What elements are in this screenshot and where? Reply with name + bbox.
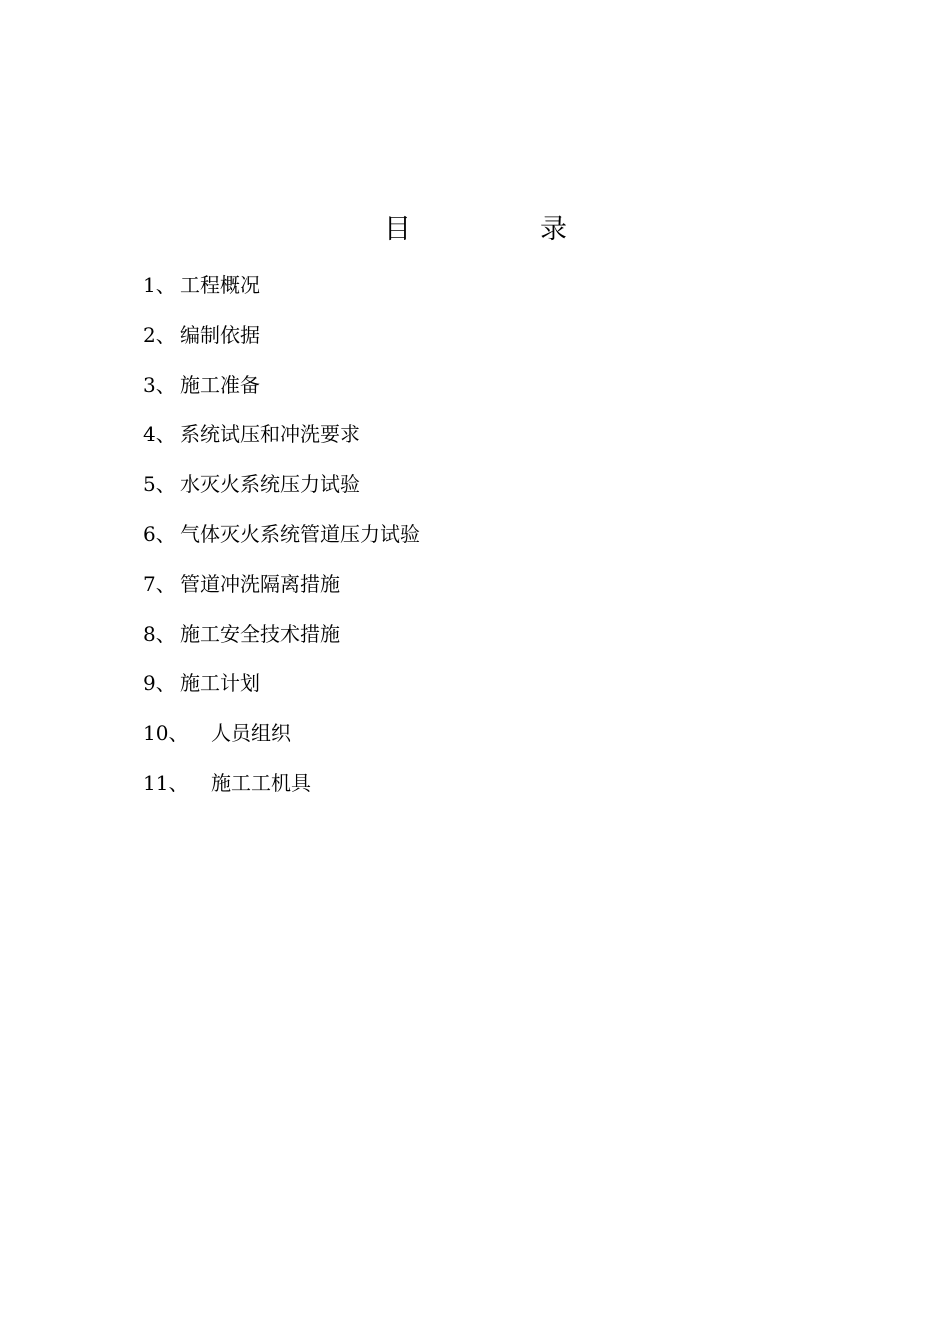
toc-item-number: 9、 [143, 671, 176, 696]
toc-item-number: 4、 [143, 422, 176, 447]
toc-item-text: 施工计划 [180, 671, 260, 696]
toc-item-number: 5、 [143, 472, 176, 497]
toc-item-number: 7、 [143, 571, 176, 596]
toc-item-number: 2、 [143, 322, 176, 347]
toc-item-text: 工程概况 [180, 273, 260, 297]
toc-item-text: 水灭火系统压力试验 [180, 472, 360, 497]
toc-item [143, 270, 420, 320]
toc-item-text: 管道冲洗隔离措施 [180, 571, 340, 596]
toc-item [143, 569, 420, 619]
toc-item-number: 1、 [143, 273, 176, 297]
toc-item-text: 编制依据 [180, 322, 260, 347]
toc-item-number: 8、 [143, 621, 176, 646]
toc-item-number: 3、 [143, 372, 176, 397]
toc-item-text: 气体灭火系统管道压力试验 [180, 521, 420, 546]
title-char-mu: 目 [384, 214, 411, 245]
page-title [0, 212, 950, 248]
toc-item [143, 469, 420, 519]
table-of-contents [143, 270, 420, 818]
toc-item [143, 370, 420, 420]
toc-item-number: 6、 [143, 521, 176, 546]
toc-item [143, 320, 420, 370]
toc-item-text: 人员组织 [211, 721, 291, 746]
toc-item-text: 施工工机具 [211, 770, 311, 795]
toc-item-text: 施工安全技术措施 [180, 621, 340, 646]
toc-item [143, 619, 420, 669]
title-char-lu: 录 [540, 214, 567, 245]
toc-item [143, 419, 420, 469]
toc-item [143, 768, 420, 818]
toc-item-text: 系统试压和冲洗要求 [180, 422, 360, 447]
toc-item-number: 10、 [143, 721, 189, 746]
toc-item [143, 668, 420, 718]
toc-item [143, 519, 420, 569]
toc-item-text: 施工准备 [180, 372, 260, 397]
toc-item [143, 718, 420, 768]
toc-item-number: 11、 [143, 770, 189, 795]
